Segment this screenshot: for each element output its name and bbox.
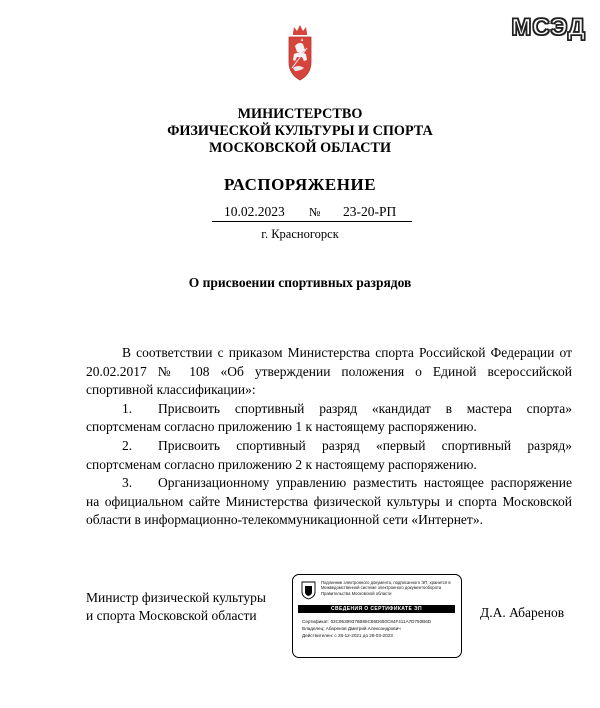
list-item (86, 400, 572, 437)
date-number-line (0, 204, 600, 224)
msed-mark: МСЭД (511, 14, 586, 41)
item-number: 2. (122, 437, 133, 453)
stamp-certificate: Сертификат: 02C95399376B85C86D650C84F411A7D750B6D (302, 619, 432, 624)
document-type-heading: РАСПОРЯЖЕНИЕ (223, 175, 377, 194)
electronic-signature-stamp (292, 574, 462, 658)
item-number: 1. (122, 400, 133, 416)
moscow-oblast-coat-of-arms-icon (285, 24, 315, 86)
coat-of-arms-small-icon (301, 580, 316, 600)
stamp-owner: Владелец: Абаренов Дмитрий Александрович (302, 626, 401, 631)
signatory-position-line: Министр физической культуры (86, 590, 266, 605)
signatory-position-line: и спорта Московской области (86, 608, 257, 623)
ministry-name (0, 106, 600, 157)
document-subject: О присвоении спортивных разрядов (188, 275, 412, 290)
signatory-name: Д.А. Абаренов (480, 605, 565, 620)
stamp-legal-text: Подлинник электронного документа, подписанного ЭП, хранится в Межведомственной системе электронного документооборота Правительства Московской области (321, 580, 451, 596)
item-text: Организационному управлению разместить настоящее распоряжение на официальном сайте Министерства физической культуры и спорта Московской области в информационно-телекоммуникационной сети «Интернет». (86, 475, 572, 528)
stamp-validity: Действителен: с 28-12-2021 до 28-03-2023 (302, 633, 393, 638)
ministry-line: МИНИСТЕРСТВО (237, 106, 363, 122)
item-text: Присвоить спортивный разряд «кандидат в мастера спорта» спортсменам согласно приложению 1 к настоящему распоряжению. (86, 400, 572, 435)
document-body (86, 344, 572, 530)
city: г. Красногорск (261, 227, 339, 241)
date-underline (212, 221, 412, 222)
number-sign: № (309, 205, 321, 219)
document-number: 23-20-РП (343, 204, 397, 219)
ministry-line: МОСКОВСКОЙ ОБЛАСТИ (209, 140, 391, 156)
list-item (86, 474, 572, 530)
item-number: 3. (122, 475, 133, 491)
intro-paragraph: В соответствии с приказом Министерства спорта Российской Федерации от 20.02.2017 № 108 «Об утверждении положения о Единой всероссийской спортивной классификации»: (86, 345, 572, 398)
ministry-line: ФИЗИЧЕСКОЙ КУЛЬТУРЫ И СПОРТА (167, 123, 433, 139)
signatory-position (86, 589, 266, 625)
stamp-certificate-header: СВЕДЕНИЯ О СЕРТИФИКАТЕ ЭП (298, 605, 455, 613)
item-text: Присвоить спортивный разряд «первый спортивный разряд» спортсменам согласно приложению 2 к настоящему распоряжению. (86, 437, 572, 472)
document-date: 10.02.2023 (224, 204, 285, 219)
list-item (86, 437, 572, 474)
